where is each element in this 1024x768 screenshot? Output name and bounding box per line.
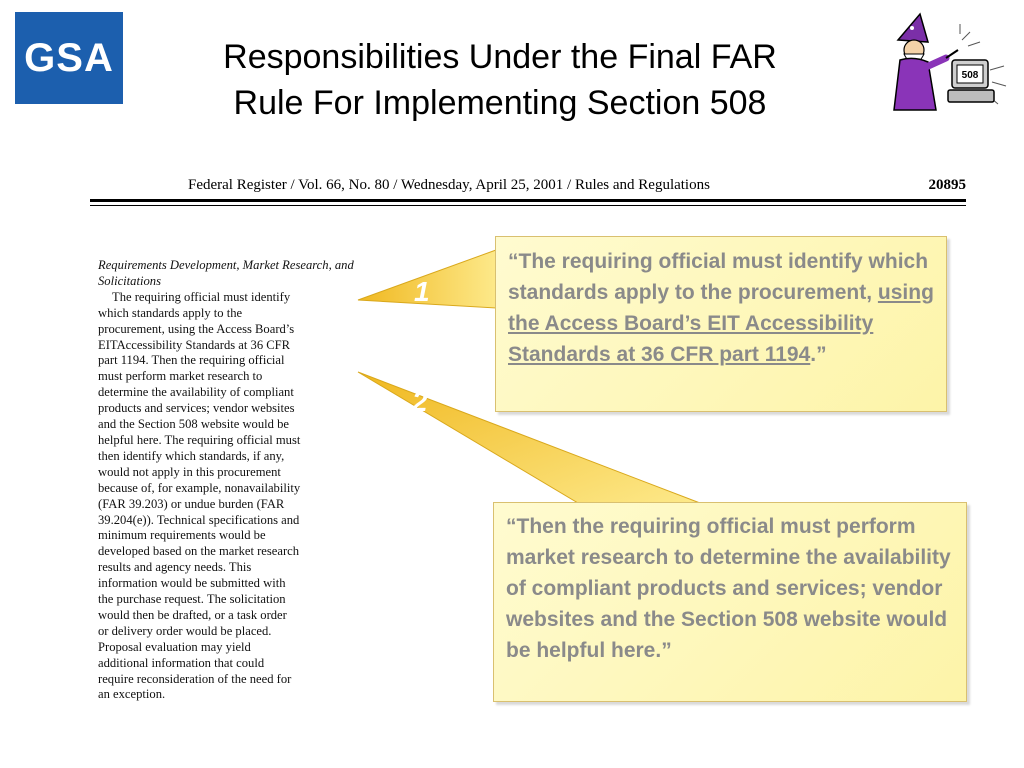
excerpt-line: additional information that could bbox=[98, 655, 265, 670]
callout-2-text: “Then the requiring official must perform market research to determine the availability of compliant products and services; vendor websites and the Section 508 website would be helpful here.” bbox=[506, 515, 951, 662]
callout-2-number: 2 bbox=[412, 386, 428, 417]
callout-1-number: 1 bbox=[414, 276, 430, 307]
excerpt-line: (FAR 39.203) or undue burden (FAR bbox=[98, 496, 285, 511]
excerpt-line: developed based on the market research bbox=[98, 544, 300, 559]
callout-1-underlined: using the Access Board’s EIT Accessibility Standards at 36 CFR part 1194 bbox=[508, 281, 934, 366]
excerpt-line: The requiring official must identify bbox=[112, 289, 291, 304]
callout-1-text: “The requiring official must identify which standards apply to the procurement, bbox=[508, 250, 929, 304]
excerpt-line: determine the availability of compliant bbox=[98, 385, 294, 400]
excerpt-line: would not apply in this procurement bbox=[98, 464, 281, 479]
excerpt-line: would then be drafted, or a task order bbox=[98, 607, 287, 622]
excerpt-line: Proposal evaluation may yield bbox=[98, 639, 251, 654]
excerpt-line: which standards apply to the bbox=[98, 305, 243, 320]
excerpt-line: 39.204(e)). Technical specifications and bbox=[98, 512, 300, 527]
excerpt-line: and the Section 508 website would be bbox=[98, 417, 289, 432]
fr-header-text: Federal Register / Vol. 66, No. 80 / Wednesday, April 25, 2001 / Rules and Regulations bbox=[188, 177, 710, 193]
excerpt-line: results and agency needs. This bbox=[98, 560, 252, 575]
gsa-logo: GSA bbox=[15, 12, 123, 104]
excerpt-heading: Requirements Development, Market Research, and Solicitations bbox=[98, 258, 354, 288]
excerpt-line: the purchase request. The solicitation bbox=[98, 592, 286, 607]
excerpt-line: an exception. bbox=[98, 687, 166, 702]
excerpt-line: procurement, using the Access Board’s bbox=[98, 321, 295, 336]
excerpt-line: helpful here. The requiring official must bbox=[98, 432, 301, 447]
callout-1-end: .” bbox=[810, 343, 827, 366]
callout-2-box bbox=[493, 502, 967, 702]
excerpt-line: because of, for example, nonavailability bbox=[98, 480, 301, 495]
excerpt-line: or delivery order would be placed. bbox=[98, 623, 272, 638]
excerpt-line: information would be submitted with bbox=[98, 576, 286, 591]
callout-1-box bbox=[495, 236, 947, 412]
excerpt-line: minimum requirements would be bbox=[98, 528, 266, 543]
excerpt-line: EITAccessibility Standards at 36 CFR bbox=[98, 337, 291, 352]
title-line-1: Responsibilities Under the Final FAR bbox=[223, 38, 777, 76]
excerpt-line: must perform market research to bbox=[98, 369, 263, 384]
title-line-2: Rule For Implementing Section 508 bbox=[233, 84, 767, 122]
excerpt-line: part 1194. Then the requiring official bbox=[98, 353, 285, 368]
excerpt-line: then identify which standards, if any, bbox=[98, 448, 285, 463]
wizard-badge: 508 bbox=[961, 70, 979, 81]
excerpt-line: products and services; vendor websites bbox=[98, 401, 295, 416]
excerpt-line: require reconsideration of the need for bbox=[98, 671, 292, 686]
fr-page-number: 20895 bbox=[928, 177, 966, 193]
